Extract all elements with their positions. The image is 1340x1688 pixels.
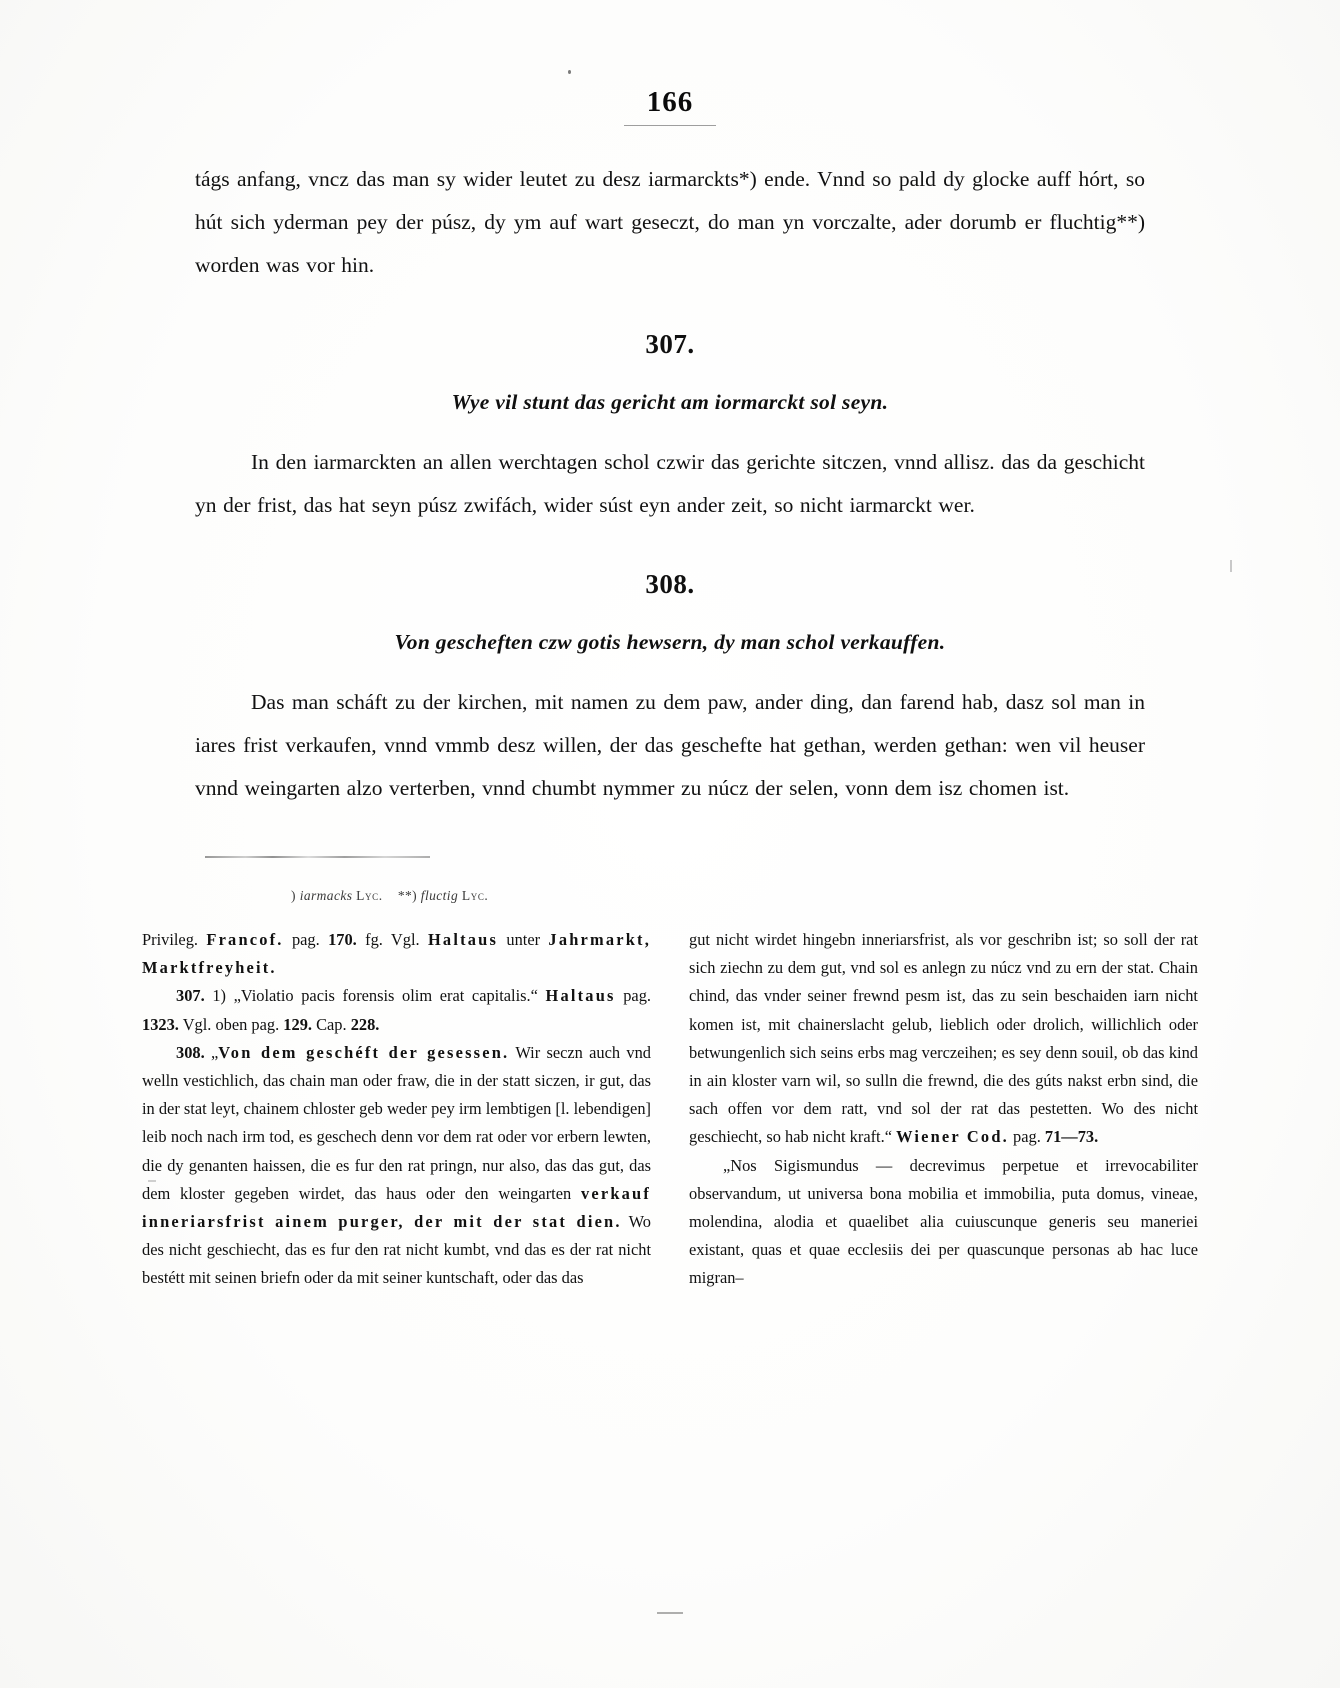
apparatus-right-column — [689, 926, 1198, 1293]
apparatus-columns — [142, 926, 1198, 1293]
apparatus-note-fragment: 129. — [283, 1014, 312, 1034]
apparatus-note — [142, 982, 651, 1038]
apparatus-note-fragment: Francof. — [206, 930, 284, 949]
variant-source-2: Lyc. — [461, 888, 489, 903]
apparatus-note-fragment: 1323. — [142, 1014, 179, 1034]
apparatus-note — [142, 1039, 651, 1293]
apparatus-left-column — [142, 926, 651, 1293]
page-speck — [568, 70, 571, 74]
apparatus-note-fragment: gut nicht wirdet hingebn inneriarsfrist, als vor geschribn ist; so soll der rat sich ziechn zu dem gut, vnd sol es anlegn zu núcz vnd zu ern der stat. Chain chind, das vnder seiner frewnd pesm ist, das zu sein beschaiden iarn nicht komen ist, mit chainerslacht gelub, lieblich oder drolich, willichlich oder betwungenlich sich seins erbs mag verczeihen; es sey denn souil, ob das kind in ain kloster varn wil, so sulln die frewnd, die des gúts nakst erbn sind, die sach offen vor dem ratt, vnd sol der rat das pestetten. Wo des nicht geschiecht, so hab nicht kraft.“ — [689, 930, 1198, 1147]
page-number: 166 — [646, 86, 694, 118]
variant-source-1: Lyc. — [356, 888, 383, 903]
apparatus-note-fragment: Privileg. — [142, 930, 207, 949]
apparatus-note — [689, 926, 1198, 1152]
apparatus-note-fragment: 307. — [176, 986, 205, 1006]
apparatus-note-fragment: fg. Vgl. — [356, 930, 428, 949]
apparatus-note-fragment: „ — [204, 1042, 219, 1062]
apparatus-note-fragment: Haltaus — [427, 930, 499, 949]
variant-word-1: iarmacks — [299, 888, 353, 903]
apparatus-note-fragment: 1) „Violatio pacis forensis olim erat capitalis.“ — [204, 986, 546, 1006]
apparatus-note-fragment: Cap. — [311, 1014, 351, 1034]
section-title-307: Wye vil stunt das gericht am iormarckt sol seyn. — [451, 390, 889, 414]
apparatus-note-fragment: 170. — [328, 930, 357, 949]
apparatus-note-fragment: Wo des nicht geschiecht, das es fur den rat nicht kumbt, vnd das es der rat nicht bestétt mit seinen briefn oder da mit seiner kuntschaft, oder das das — [142, 1212, 652, 1288]
section-number-307: 307. — [645, 329, 695, 359]
apparatus-note-fragment: „Nos Sigismundus — decrevimus perpetue et irrevocabiliter observandum, ut universa bona mobilia et immobilia, puta domus, vineae, molendina, alodia et quaelibet alia cuiuscunque generis seu maneriei existant, quas et quae ecclesiis dei per quascunque personas ab hac luce migran– — [689, 1155, 1198, 1288]
apparatus-note-fragment: 71—73. — [1044, 1127, 1099, 1147]
apparatus-note-fragment: Haltaus — [545, 986, 616, 1006]
apparatus-note — [689, 1152, 1198, 1293]
footnote-separator-rule — [205, 856, 430, 858]
variant-readings-line — [291, 888, 1145, 904]
apparatus-note-fragment: Wiener Cod. — [896, 1127, 1009, 1147]
apparatus-note-fragment: pag. — [1008, 1127, 1045, 1147]
apparatus-note-fragment: pag. — [283, 930, 329, 949]
variant-marker-1: ) — [291, 888, 296, 903]
apparatus-note-fragment: Vgl. oben pag. — [178, 1014, 284, 1034]
scan-artifact — [148, 1180, 156, 1182]
apparatus-note-fragment: Wir seczn auch vnd welln vestichlich, das chain man oder fraw, die in der statt siczen, ir gut, das in der stat leyt, chainem chloster geb weder pey irm lembtigen [l. lebendigen] leib noch nach irm tod, es geschech denn vor dem rat oder vor erbern lewten, die dy genanten haissen, die es fur den rat pringn, nur also, das das gut, das dem kloster gegeben wirdet, das haus oder den weingarten — [142, 1042, 651, 1203]
page-number-rule — [624, 125, 716, 126]
section-number-308: 308. — [645, 569, 695, 599]
section-body-307: In den iarmarckten an allen werchtagen schol czwir das gerichte sitczen, vnnd allisz. das da geschicht yn der frist, das hat seyn púsz zwifách, wider súst eyn ander zeit, so nicht iarmarckt wer. — [195, 450, 1145, 517]
apparatus-note-fragment: 308. — [176, 1042, 205, 1062]
variant-word-2: fluctig — [420, 888, 459, 903]
main-text-block — [195, 126, 1145, 904]
section-body-308: Das man scháft zu der kirchen, mit namen zu dem paw, ander ding, dan farend hab, dasz sol man in iares frist verkaufen, vnnd vmmb desz willen, der das geschefte hat gethan, werden gethan: wen vil heuser vnnd weingarten alzo verterben, vnnd chumbt nymmer zu núcz der selen, vonn dem isz chomen ist. — [195, 690, 1145, 800]
apparatus-note — [142, 926, 651, 982]
apparatus-note-fragment: Jahrmarkt, Marktfreyheit. — [142, 930, 651, 978]
page-bottom-mark — [657, 1612, 683, 1614]
variant-marker-2: **) — [397, 888, 418, 903]
apparatus-note-fragment: pag. — [615, 986, 651, 1006]
section-title-308: Von gescheften czw gotis hewsern, dy man schol verkauffen. — [394, 630, 946, 654]
scan-artifact — [1230, 560, 1232, 572]
apparatus-note-fragment: unter — [498, 930, 549, 949]
apparatus-note-fragment: verkauf inneriarsfrist ainem purger, der mit der stat dien. — [142, 1183, 651, 1232]
page-header — [0, 0, 1340, 126]
continued-paragraph: tágs anfang, vncz das man sy wider leutet zu desz iarmarckts*) ende. Vnnd so pald dy glocke auff hórt, so hút sich yderman pey der púsz, dy ym auf wart geseczt, do man yn vorczalte, ader dorumb er fluchtig**) worden was vor hin. — [195, 167, 1145, 277]
apparatus-note-fragment: 228. — [350, 1014, 380, 1034]
apparatus-note-fragment: Von dem geschéft der gesessen. — [218, 1042, 510, 1062]
